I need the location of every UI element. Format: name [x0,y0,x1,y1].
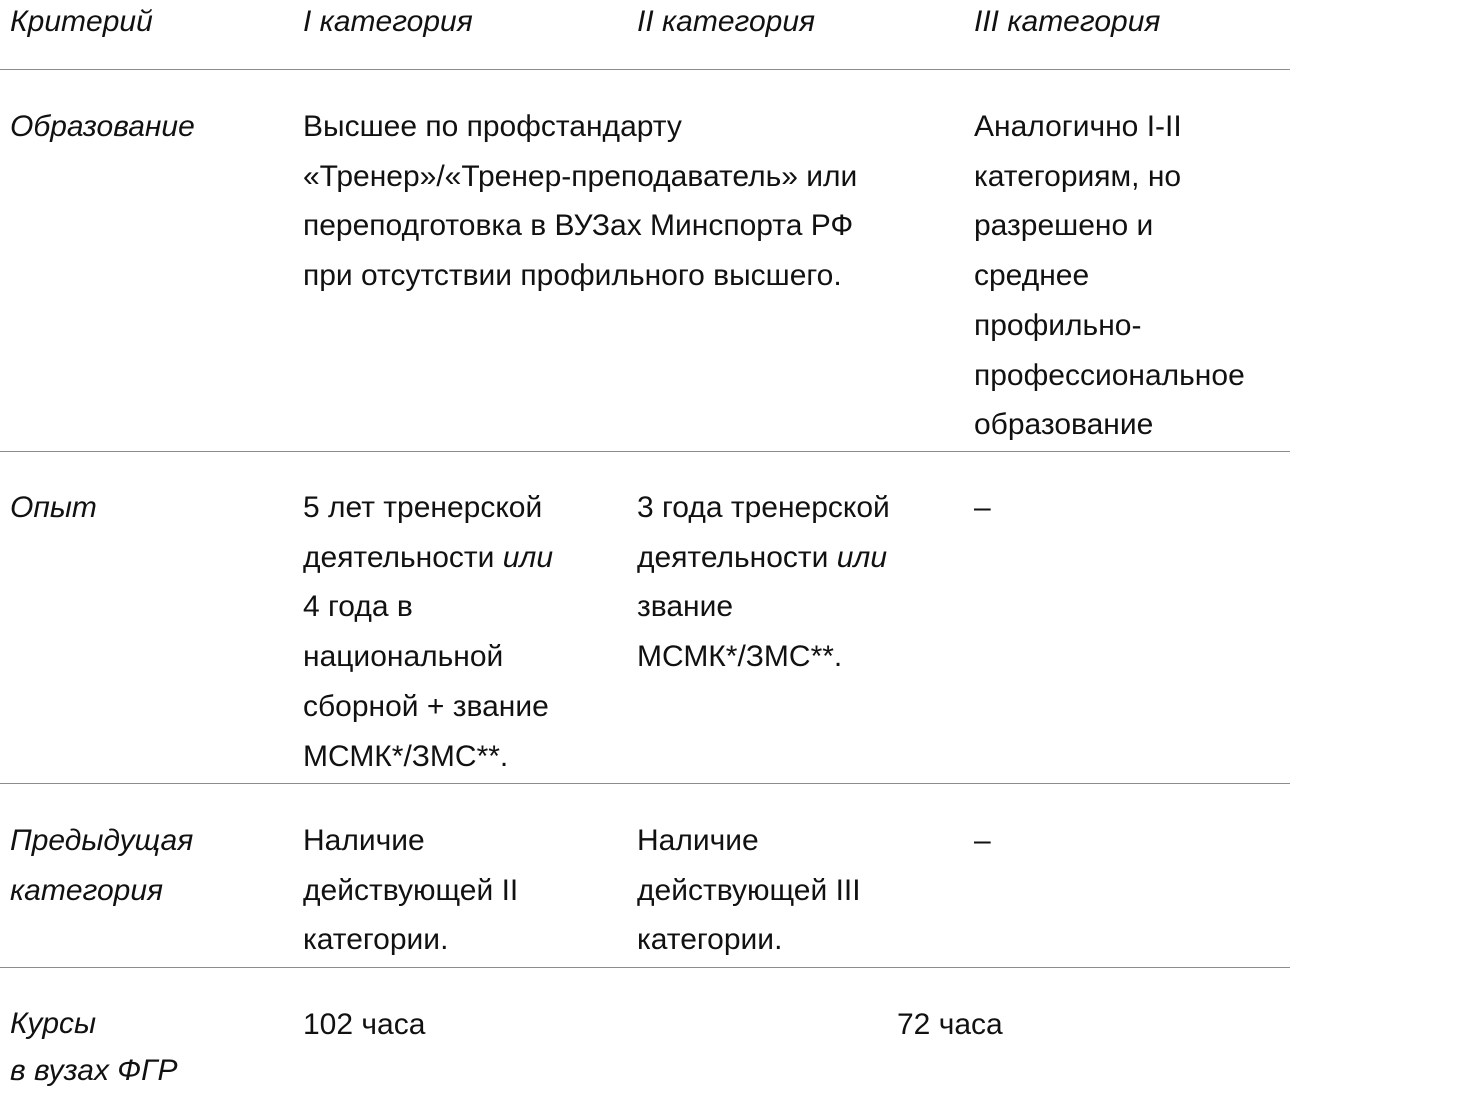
text-line: Высшее по профстандарту [303,110,682,143]
text-line: 5 лет тренерской [303,491,543,524]
text-line: Наличие [303,824,425,857]
text-line: Предыдущая [10,824,194,857]
courses-cat1-text: 102 часа [303,1008,426,1041]
header-category-2: II категория [637,5,816,38]
row-label-previous-category [10,816,290,915]
text-line: категории. [303,923,449,957]
row-label-courses [10,1000,290,1094]
education-cat3-text [974,102,1290,450]
text-line: категория [10,873,164,907]
text-line: действующей III [637,873,861,907]
text-line: профессиональное [974,358,1245,392]
header-criterion: Критерий [10,5,153,38]
previous-cat1-text [303,816,633,965]
text-line: при отсутствии профильного высшего. [303,259,842,293]
text-run: деятельности [303,540,503,574]
text-line: профильно- [974,308,1142,342]
text-line: «Тренер»/«Тренер-преподаватель» или [303,159,858,193]
text-line: действующей II [303,873,519,907]
text-line: Наличие [637,824,759,857]
text-run-italic: или [836,540,888,574]
text-line: в вузах ФГР [10,1054,178,1087]
text-line: МСМК*/ЗМС**. [637,640,843,674]
table-row-education [0,70,1290,452]
previous-cat3-text: – [974,824,991,857]
text-run-italic: или [502,540,554,574]
text-line: Аналогично I-II [974,110,1182,143]
text-line: категориям, но [974,159,1182,193]
text-line: национальной [303,640,504,674]
previous-cat2-text [637,816,967,965]
text-line: переподготовка в ВУЗах Минспорта РФ [303,209,854,243]
text-line [637,533,967,583]
text-line: 4 года в [303,590,413,624]
row-label-experience: Опыт [10,491,97,524]
text-line: категории. [637,923,783,957]
text-line: среднее [974,259,1090,293]
table-row-experience [0,452,1290,784]
header-category-3: III категория [974,5,1161,38]
courses-cat23-text: 72 часа [897,1008,1003,1041]
experience-cat2-text [637,483,967,682]
row-label-education: Образование [10,110,195,143]
table-row-courses [0,968,1290,1088]
education-cat12-text [303,102,943,301]
text-line [303,533,633,583]
text-line: сборной + звание [303,689,549,723]
experience-cat3-text: – [974,491,991,524]
text-run: деятельности [637,540,837,574]
table-header-row [0,0,1290,70]
header-category-1: I категория [303,5,473,38]
text-line: звание [637,590,734,624]
experience-cat1-text [303,483,633,781]
table-row-previous-category [0,784,1290,968]
text-line: Курсы [10,1007,97,1040]
text-line: МСМК*/ЗМС**. [303,739,509,773]
text-line: разрешено и [974,209,1154,243]
text-line: образование [974,408,1154,442]
text-line: 3 года тренерской [637,491,890,524]
